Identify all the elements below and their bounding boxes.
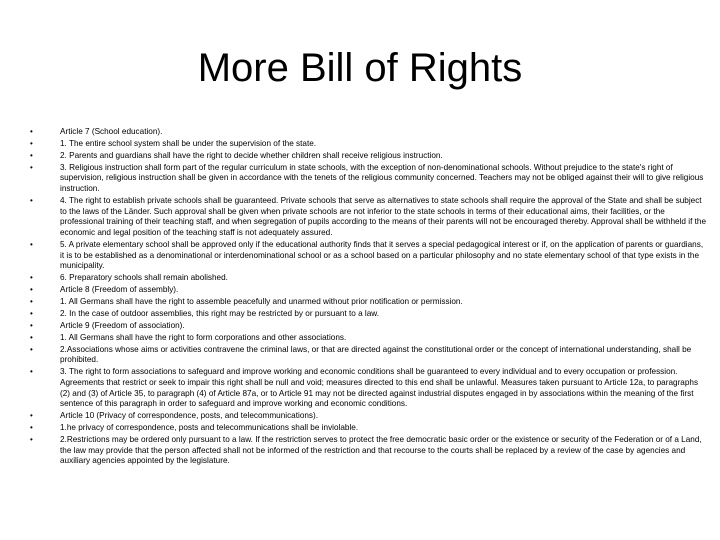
list-item-text: 1. The entire school system shall be under the supervision of the state. [60, 138, 317, 148]
list-item [30, 297, 708, 308]
list-item [30, 151, 708, 162]
list-item-text: 2.Associations whose aims or activities contravene the criminal laws, or that are directed against the constitutional order or the concept of international understanding, shall be prohibited. [60, 344, 692, 365]
bullet-icon: • [30, 434, 33, 444]
bullet-icon: • [30, 273, 33, 283]
bullet-icon: • [30, 320, 33, 330]
list-item-text: 6. Preparatory schools shall remain abolished. [60, 273, 228, 283]
list-item [30, 333, 708, 344]
list-item-text: 1. All Germans shall have the right to assemble peacefully and unarmed without prior notification or permission. [60, 297, 463, 307]
list-item [30, 163, 708, 195]
bullet-icon: • [30, 239, 33, 249]
bullet-icon: • [30, 308, 33, 318]
list-item [30, 411, 708, 422]
bullet-icon: • [30, 150, 33, 160]
bullet-icon: • [30, 297, 33, 307]
list-item-text: 1. All Germans shall have the right to form corporations and other associations. [60, 332, 347, 342]
list-item-text: 3. The right to form associations to safeguard and improve working and economic conditions shall be guaranteed to every individual and to every occupation or profession. Agreements that restrict or seek to impair this right shall be null and void; measures directed to this end shall be unlawful. Measures taken pursuant to Article 12a, to paragraphs (2) and (3) of Article 35, to paragraph (4) of Article 87a, or to Article 91 may not be directed against industrial disputes engaged in by associations within the meaning of the first sentence of this paragraph in order to safeguard and improve working and economic conditions. [60, 367, 699, 409]
bullet-icon: • [30, 127, 33, 136]
list-item-text: Article 8 (Freedom of assembly). [60, 285, 179, 295]
list-item [30, 196, 708, 239]
list-item-text: 2. In the case of outdoor assemblies, this right may be restricted by or pursuant to a law. [60, 308, 380, 318]
list-item-text: Article 7 (School education). [60, 127, 163, 136]
list-item [30, 435, 708, 467]
list-item [30, 321, 708, 332]
list-item-text: 3. Religious instruction shall form part of the regular curriculum in state schools, with the exception of non-denominational schools. Without prejudice to the state's right of supervision, religious instruction shall be given in accordance with the tenets of the religious community concerned. Teachers may not be obliged against their will to give religious instruction. [60, 162, 704, 194]
bullet-icon: • [30, 138, 33, 148]
list-item-text: 2. Parents and guardians shall have the right to decide whether children shall receive religious instruction. [60, 150, 443, 160]
list-item [30, 345, 708, 366]
bullet-icon: • [30, 162, 33, 172]
bullet-icon: • [30, 411, 33, 421]
bullet-icon: • [30, 423, 33, 433]
list-item [30, 240, 708, 272]
list-item-text: 2.Restrictions may be ordered only pursuant to a law. If the restriction serves to protect the free democratic basic order or the existence or security of the Federation or of a Land, the law may provide that the person affected shall not be informed of the restriction and that recourse to the courts shall be replaced by a review of the case by agencies and auxiliary agencies appointed by the legislature. [60, 434, 702, 466]
list-item-text: 1.he privacy of correspondence, posts and telecommunications shall be inviolable. [60, 423, 359, 433]
list-item [30, 127, 708, 138]
bullet-list [30, 127, 708, 468]
list-item [30, 273, 708, 284]
list-item-text: Article 10 (Privacy of correspondence, posts, and telecommunications). [60, 411, 319, 421]
list-item [30, 423, 708, 434]
bullet-icon: • [30, 195, 33, 205]
bullet-icon: • [30, 344, 33, 354]
list-item-text: 4. The right to establish private schools shall be guaranteed. Private schools that serve as alternatives to state schools shall require the approval of the State and shall be subject to the laws of the Länder. Such approval shall be given when private schools are not inferior to the state schools in terms of their educational aims, their facilities, or the professional training of their teaching staff, and when segregation of pupils according to the means of their parents will not be encouraged thereby. Approval shall be withheld if the economic and legal position of the teaching staff is not adequately assured. [60, 195, 706, 238]
list-item [30, 367, 708, 410]
bullet-icon: • [30, 367, 33, 377]
bullet-icon: • [30, 285, 33, 295]
list-item [30, 285, 708, 296]
list-item-text: 5. A private elementary school shall be approved only if the educational authority finds that it serves a special pedagogical interest or if, on the application of parents or guardians, it is to be established as a denominational or interdenominational school or as a school based on a particular philosophy and no state elementary school of that type exists in the municipality. [60, 239, 704, 271]
list-item [30, 309, 708, 320]
list-item-text: Article 9 (Freedom of association). [60, 320, 185, 330]
slide-title: More Bill of Rights [197, 46, 523, 90]
list-item [30, 139, 708, 150]
bullet-icon: • [30, 332, 33, 342]
